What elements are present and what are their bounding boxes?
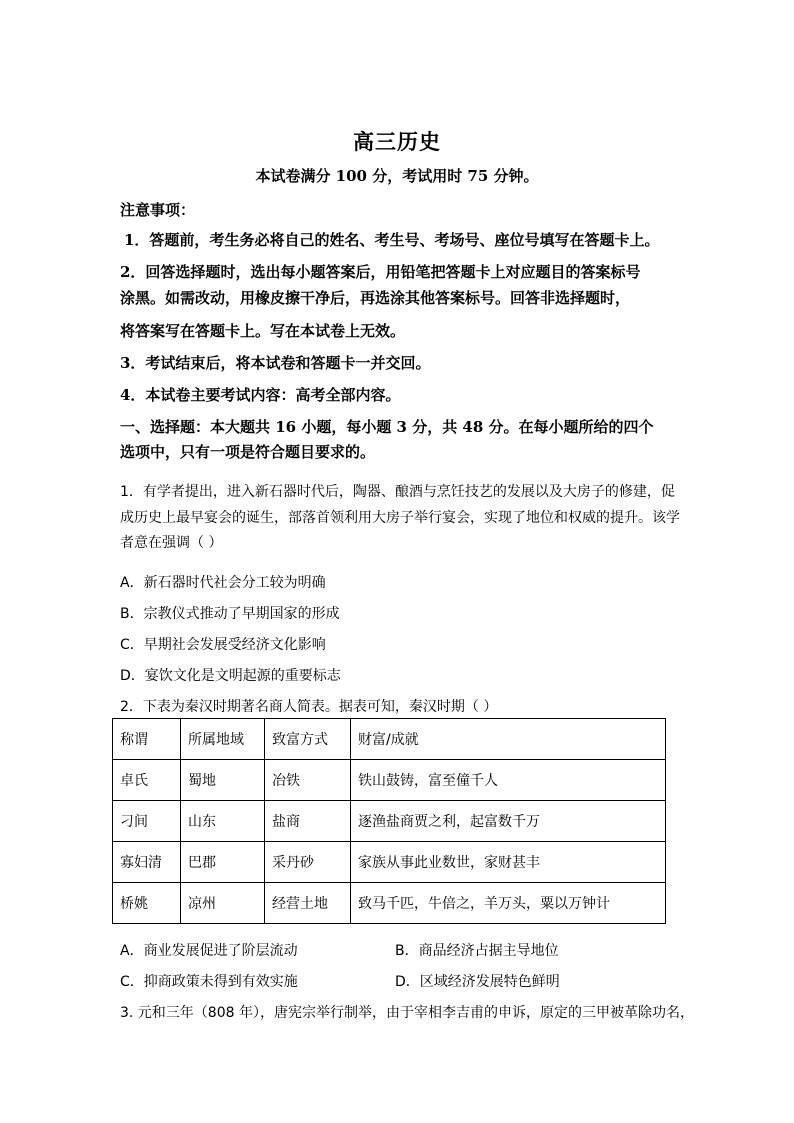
section-heading-cont: 选项中，只有一项是符合题目要求的。 xyxy=(120,443,376,461)
table-cell: 致马千匹，牛倍之，羊万头，粟以万钟计 xyxy=(351,883,666,924)
header-cell: 所属地域 xyxy=(181,719,265,760)
note-item-4: 4．本试卷主要考试内容：高考全部内容。 xyxy=(120,386,401,404)
table-cell: 采丹砂 xyxy=(265,842,351,883)
table-cell: 冶铁 xyxy=(265,760,351,801)
q1-option-b: B．宗教仪式推动了早期国家的形成 xyxy=(120,606,340,622)
notes-heading: 注意事项： xyxy=(120,201,196,219)
table-cell: 铁山鼓铸，富至僮千人 xyxy=(351,760,666,801)
section-heading: 一、选择题：本大题共 16 小题，每小题 3 分，共 48 分。在每小题所给的四个 xyxy=(120,418,654,436)
table-cell: 经营土地 xyxy=(265,883,351,924)
note-item-2-end: 将答案写在答题卡上。写在本试卷上无效。 xyxy=(120,322,406,340)
table-cell: 逐渔盐商贾之利，起富数千万 xyxy=(351,801,666,842)
q1-option-c: C．早期社会发展受经济文化影响 xyxy=(120,637,326,653)
table-row xyxy=(113,883,666,924)
header-cell: 财富/成就 xyxy=(351,719,666,760)
q1-stem-line1: 1．有学者提出，进入新石器时代后，陶器、酿酒与烹饪技艺的发展以及大房子的修建，促 xyxy=(120,484,675,500)
table-row xyxy=(113,842,666,883)
table-header-row xyxy=(113,719,666,760)
note-item-2: 2．回答选择题时，选出每小题答案后，用铅笔把答题卡上对应题目的答案标号 xyxy=(120,263,641,281)
exam-subtitle: 本试卷满分 100 分，考试用时 75 分钟。 xyxy=(255,167,539,185)
table-cell: 巴郡 xyxy=(181,842,265,883)
table-cell: 凉州 xyxy=(181,883,265,924)
table-cell: 桥姚 xyxy=(113,883,181,924)
q2-option-b: B．商品经济占据主导地位 xyxy=(395,943,559,959)
table-cell: 寡妇清 xyxy=(113,842,181,883)
header-cell: 致富方式 xyxy=(265,719,351,760)
page-title: 高三历史 xyxy=(353,129,441,154)
note-item-3: 3．考试结束后，将本试卷和答题卡一并交回。 xyxy=(120,354,431,372)
table-cell: 山东 xyxy=(181,801,265,842)
q3-stem: 3. 元和三年（808 年），唐宪宗举行制举，由于宰相李吉甫的申诉，原定的三甲被革除功名， xyxy=(120,1005,694,1021)
q1-option-a: A．新石器时代社会分工较为明确 xyxy=(120,575,326,591)
q2-option-a: A．商业发展促进了阶层流动 xyxy=(120,943,298,959)
table-cell: 刁间 xyxy=(113,801,181,842)
table-cell: 蜀地 xyxy=(181,760,265,801)
q1-stem-line3: 者意在强调（ ） xyxy=(120,535,223,551)
header-cell: 称谓 xyxy=(113,719,181,760)
q1-stem-line2: 成历史上最早宴会的诞生，部落首领利用大房子举行宴会，实现了地位和权威的提升。该学 xyxy=(120,510,680,526)
table-row xyxy=(113,801,666,842)
note-item-1: 1．答题前，考生务必将自己的姓名、考生号、考场号、座位号填写在答题卡上。 xyxy=(124,231,660,249)
table-cell: 盐商 xyxy=(265,801,351,842)
table-cell: 家族从事此业数世，家财甚丰 xyxy=(351,842,666,883)
q2-stem: 2．下表为秦汉时期著名商人简表。据表可知，秦汉时期（ ） xyxy=(120,699,498,715)
q2-option-d: D．区域经济发展特色鲜明 xyxy=(395,974,560,990)
merchant-table xyxy=(112,718,666,924)
q1-option-d: D．宴饮文化是文明起源的重要标志 xyxy=(120,668,341,684)
table-cell: 卓氏 xyxy=(113,760,181,801)
q2-option-c: C．抑商政策未得到有效实施 xyxy=(120,974,298,990)
note-item-2-cont: 涂黑。如需改动，用橡皮擦干净后，再选涂其他答案标号。回答非选择题时， xyxy=(120,289,631,307)
table-row xyxy=(113,760,666,801)
